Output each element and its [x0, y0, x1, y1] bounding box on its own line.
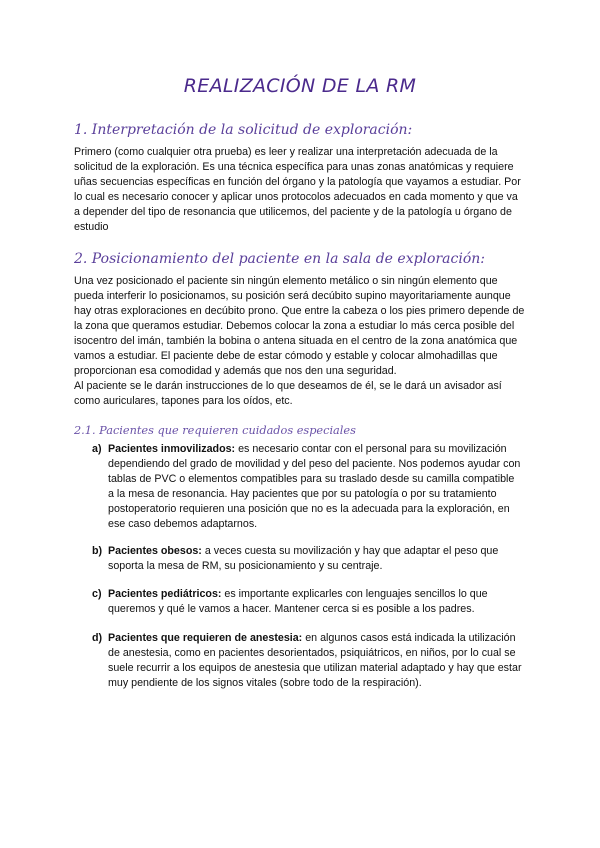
list-item-marker: c) — [92, 588, 102, 600]
list-item-text: es importante explicarles con lenguajes sencillos lo que queremos y qué le vamos a hacer. Mantener cerca si es posible a los padres. — [108, 588, 488, 615]
list-item-term: Pacientes pediátricos: — [108, 588, 222, 600]
subsection-heading: 2.1. Pacientes que requieren cuidados especiales — [74, 424, 356, 437]
page-title: REALIZACIÓN DE LA RM — [183, 75, 417, 97]
section-2-text: Una vez posicionado el paciente sin ningún elemento metálico o sin ningún elemento que pueda interferir lo posicionamos, su posición será decúbito supino mayoritariamente aunque hay otras exploraciones en decúbito prono. Que entre la cabeza o los pies primero depende de la zona que queramos estudiar. Debemos colocar la zona a estudiar lo más cerca posible del isocentro del imán, también la bobina o antena situada en el centro de la zona anatómica que vamos a estudiar. El paciente debe de estar cómodo y estable y colocar almohadillas que proporcionan esa comodidad y además que nos den una seguridad. — [74, 275, 525, 377]
section-2-text-2: Al paciente se le darán instrucciones de lo que deseamos de él, se le dará un avisador así como auriculares, tapones para los oídos, etc. — [74, 380, 502, 407]
list-item-c — [92, 587, 522, 617]
list-item-term: Pacientes que requieren de anestesia: — [108, 632, 303, 644]
list-item-text: es necesario contar con el personal para su movilización dependiendo del grado de movilidad y del peso del paciente. Nos podemos ayudar con tablas de PVC o elementos compatibles para su traslado desde su camilla compatible a la mesa de resonancia. Hay pacientes que por su patología o por su tratamiento postoperatorio requieren una posición que no es la adecuada para la exploración, en ese caso debemos adaptarnos. — [108, 443, 521, 530]
list-item-term: Pacientes inmovilizados: — [108, 443, 236, 455]
list-item-b — [92, 544, 522, 574]
list-item-marker: a) — [92, 443, 102, 455]
list-item-marker: b) — [92, 545, 103, 557]
section-2-heading: 2. Posicionamiento del paciente en la sala de exploración: — [74, 251, 485, 267]
section-1-text: Primero (como cualquier otra prueba) es leer y realizar una interpretación adecuada de la solicitud de la exploración. Es una técnica específica para unas zonas anatómicas y requiere uñas secuencias específicas en función del órgano y la patología que vayamos a estudiar. Por lo cual es necesario conocer y aplicar unos protocolos adecuados en cada momento y que va a depender del tipo de resonancia que utilicemos, del paciente y de la patología u órgano de estudio — [74, 146, 521, 233]
list-item-d — [92, 631, 522, 691]
list-item-term: Pacientes obesos: — [108, 545, 202, 557]
list-item-text: a veces cuesta su movilización y hay que adaptar el peso que soporta la mesa de RM, su posicionamiento y su centraje. — [108, 545, 499, 572]
list-item-a — [92, 442, 522, 532]
list-item-marker: d) — [92, 632, 103, 644]
section-1-heading: 1. Interpretación de la solicitud de exploración: — [74, 122, 413, 138]
list-item-text: en algunos casos está indicada la utilización de anestesia, como en pacientes desorientados, psiquiátricos, en niños, por lo cual se suele recurrir a los equipos de anestesia que utilizan material adaptado y hay que estar muy pendiente de los signos vitales (sobre todo de la respiración). — [108, 632, 522, 689]
